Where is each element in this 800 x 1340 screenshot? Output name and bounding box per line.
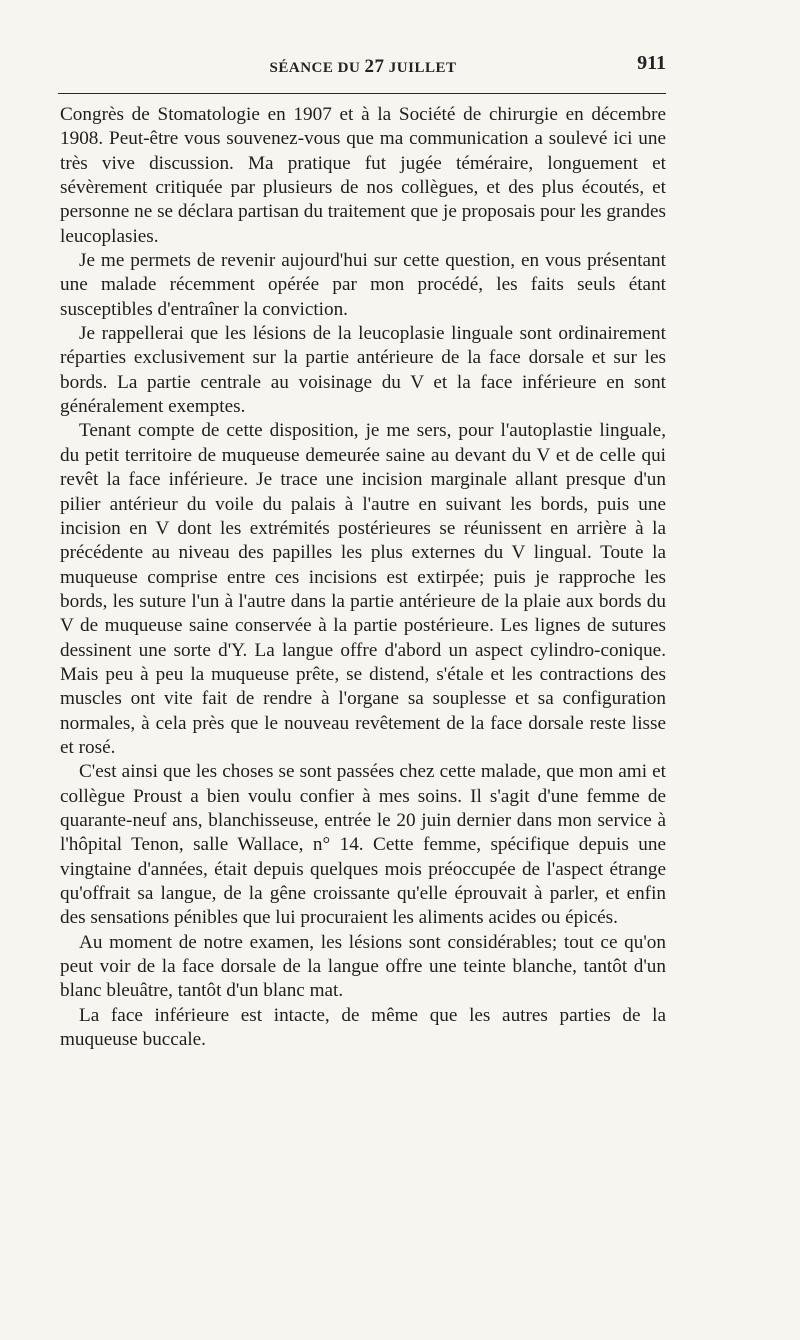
page-number: 911: [637, 52, 666, 74]
running-head-day: 27: [364, 56, 385, 77]
paragraph-3: Je rappellerai que les lésions de la leucoplasie linguale sont ordinairement réparties exclusivement sur la partie antérieure de la face dorsale et sur les bords. La partie centrale au voisinage du V et la face inférieure en sont généralement exemptes.: [60, 323, 666, 418]
paragraph-6: Au moment de notre examen, les lésions sont considérables; tout ce qu'on peut voir de la face dorsale de la langue offre une teinte blanche, tantôt d'un blanc bleuâtre, tantôt d'un blanc mat.: [60, 931, 666, 1002]
paragraph-5: C'est ainsi que les choses se sont passées chez cette malade, que mon ami et collègue Proust a bien voulu confier à mes soins. Il s'agit d'une femme de quarante-neuf ans, blanchisseuse, entrée le 20 juin dernier dans mon service à l'hôpital Tenon, salle Wallace, n° 14. Cette femme, spécifique depuis une vingtaine d'années, était depuis quelques mois préoccupée de l'aspect étrange qu'offrait sa langue, de la gêne croissante qu'elle éprouvait à parler, et enfin des sensations pénibles que lui procuraient les aliments acides ou épicés.: [60, 761, 666, 929]
paragraph-2: Je me permets de revenir aujourd'hui sur cette question, en vous présentant une malade récemment opérée par mon procédé, les faits seuls étant susceptibles d'entraîner la conviction.: [60, 250, 666, 320]
header-rule: [58, 93, 666, 94]
running-head-title-part2: JUILLET: [384, 60, 457, 76]
running-head: [60, 52, 666, 78]
paragraph-1: Congrès de Stomatologie en 1907 et à la Société de chirurgie en décembre 1908. Peut-être vous souvenez-vous que ma communication a soulevé ici une très vive discussion. Ma pratique fut jugée téméraire, longuement et sévèrement critiquée par plusieurs de nos collègues, et des plus écoutés, et personne ne se déclara partisan du traitement que je proposais pour les grandes leucoplasies.: [60, 104, 666, 247]
running-head-title-part1: SÉANCE DU: [269, 60, 365, 76]
paragraph-4: Tenant compte de cette disposition, je me sers, pour l'autoplastie linguale, du petit territoire de muqueuse demeurée saine au devant du V et de celle qui revêt la face inférieure. Je trace une incision marginale allant presque d'un pilier antérieur du voile du palais à l'autre en suivant les bords, puis une incision en V dont les extrémités postérieures se réunissent en arrière à la précédente au niveau des papilles les plus externes du V lingual. Toute la muqueuse comprise entre ces incisions est extirpée; puis je rapproche les bords, les suture l'un à l'autre dans la partie antérieure de la plaie aux bords du V de muqueuse saine conservée à la partie postérieure. Les lignes de sutures dessinent une sorte d'Y. La langue offre d'abord un aspect cylindro-conique. Mais peu à peu la muqueuse prête, se distend, s'étale et les contractions des muscles ont vite fait de rendre à l'organe sa souplesse et sa configuration normales, à cela près que le nouveau revêtement de la face dorsale reste lisse et rosé.: [60, 420, 666, 758]
body-text: [60, 103, 666, 1052]
paragraph-7: La face inférieure est intacte, de même que les autres parties de la muqueuse buccale.: [60, 1004, 666, 1051]
running-head-title: [60, 56, 666, 78]
